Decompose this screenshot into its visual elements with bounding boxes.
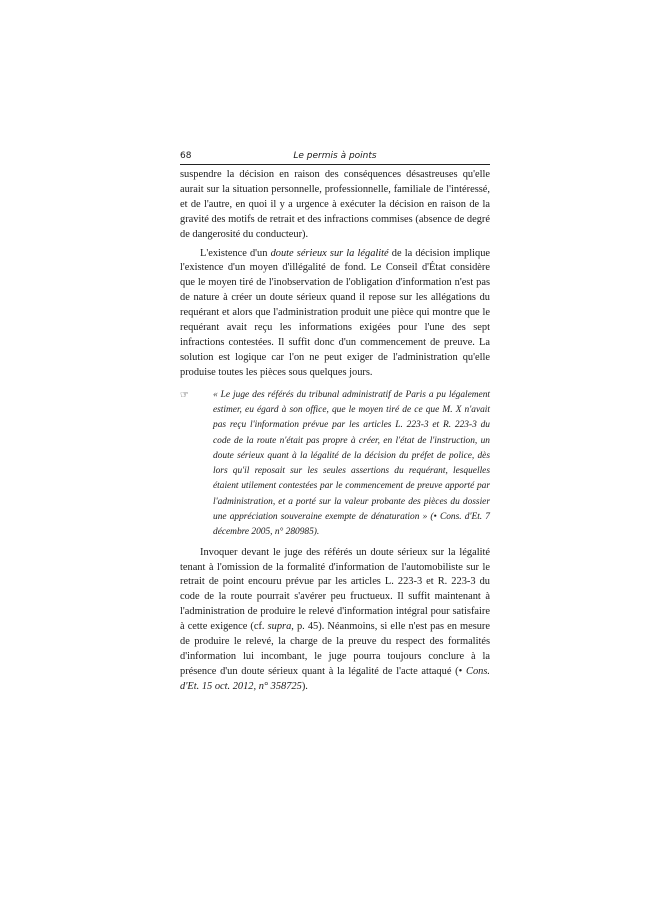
paragraph-3-supra: supra bbox=[267, 621, 292, 633]
paragraph-2-rest: de la décision implique l'existence d'un moyen d'illégalité de fond. Le Conseil d'État considère que le moyen tiré de l'inobservation de l'obligation d'information n'est pas de nature à créer un doute sérieux quand il repose sur les allégations du requérant et alors que l'administration produit une pièce qui montre que le requérant avait reçu les informations exigées pour l'une des sept infractions contestées. Il suffit donc d'un commencement de preuve. La solution est logique car l'on ne peut exiger de l'administration qu'elle produise toutes les pièces sous quelques jours. bbox=[180, 247, 491, 378]
paragraph-2 bbox=[180, 247, 490, 381]
paragraph-3-end: ). bbox=[301, 680, 308, 692]
page-number: 68 bbox=[180, 151, 192, 161]
body-text bbox=[180, 168, 490, 381]
running-title: Le permis à points bbox=[293, 151, 377, 161]
paragraph-3-middle: , p. 45). Néanmoins, si elle n'est pas en mesure de produire le relevé, la charge de la preuve du respect des formalités d'information lui incombant, le juge pourra toujours conclure à la présence d'un doute sérieux quant à la légalité de l'acte attaqué (• bbox=[180, 621, 490, 677]
paragraph-3-start: Invoquer devant le juge des référés un doute sérieux sur la légalité tenant à l'omission de la formalité d'information de l'automobiliste sur le retrait de point encouru prévue par les articles L. 223-3 et R. 223-3 du code de la route pourrait s'avérer peu fructueux. Il suffit maintenant à l'administration de produire le relevé d'information intégral pour satisfaire à cette exigence (cf. bbox=[180, 546, 490, 633]
paragraph-2-emphasis: doute sérieux sur la légalité bbox=[270, 247, 389, 259]
paragraph-1: suspendre la décision en raison des conséquences désastreuses qu'elle aurait sur la situation personnelle, professionnelle, familiale de l'intéressé, et de l'autre, en quoi il y a urgence à exécuter la décision en raison de la gravité des motifs de retrait et des infractions commises (absence de degré de dangerosité du conducteur). bbox=[180, 169, 490, 240]
case-law-quote bbox=[180, 388, 490, 541]
paragraph-3 bbox=[180, 546, 490, 695]
paragraph-2-start: L'existence d'un bbox=[200, 247, 271, 259]
paragraph-3-citation: Cons. d'Et. 15 oct. 2012, n° 358725 bbox=[180, 665, 490, 692]
page-header bbox=[180, 150, 490, 165]
pointing-hand-icon: ☞ bbox=[180, 389, 189, 401]
body-text-continued bbox=[180, 546, 490, 695]
book-page bbox=[180, 150, 490, 695]
quote-text: « Le juge des référés du tribunal administratif de Paris a pu légalement estimer, eu égard à son office, que le moyen tiré de ce que M. X n'avait pas reçu l'information prévue par les articles L. 223-3 et R. 223-3 du code de la route n'était pas propre à créer, en l'état de l'instruction, un doute sérieux quant à la légalité de la décision du préfet de police, dès lors qu'il reposait sur les seules assertions du requérant, lesquelles étaient utilement contestées par le commencement de preuve apporté par l'administration, et a porté sur la valeur probante des pièces du dossier une appréciation souveraine exempte de dénaturation » (• Cons. d'Et. 7 décembre 2005, n° 280985). bbox=[213, 389, 490, 538]
